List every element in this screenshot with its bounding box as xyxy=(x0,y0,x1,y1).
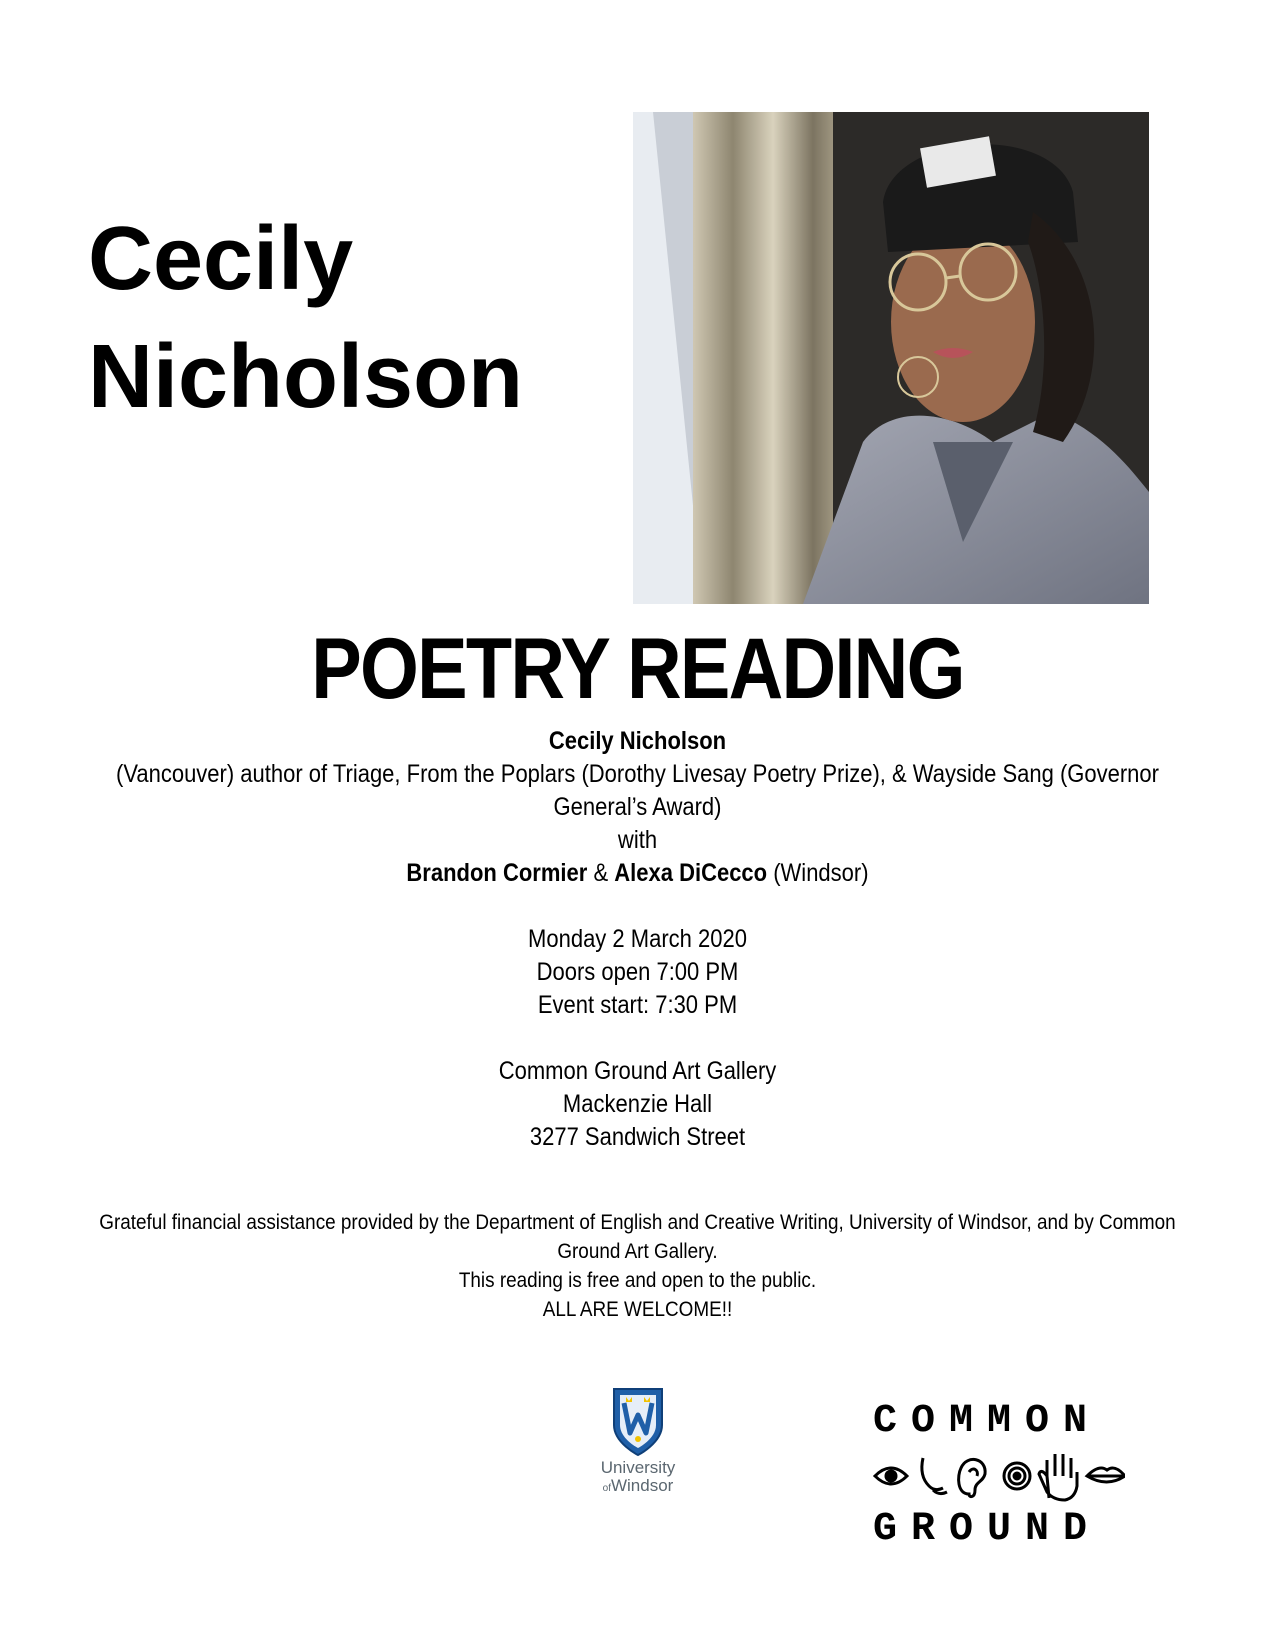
with-label: with xyxy=(617,826,658,854)
nose-icon xyxy=(922,1458,947,1494)
guest-city: (Windsor) xyxy=(767,859,869,887)
poet-name-heading xyxy=(88,200,523,436)
uw-crest-icon xyxy=(610,1385,666,1457)
hand-icon xyxy=(1039,1454,1077,1500)
guest-2: Alexa DiCecco xyxy=(614,859,768,887)
poet-first-name: Cecily xyxy=(88,209,354,309)
university-of-windsor-logo xyxy=(590,1385,686,1498)
event-details xyxy=(112,725,1164,1154)
cg-logo-top-word: COMMON xyxy=(873,1399,1102,1444)
ear-icon xyxy=(959,1459,986,1496)
eye-icon xyxy=(875,1468,907,1484)
reader-bio: (Vancouver) author of Triage, From the Poplars (Dorothy Livesay Poetry Prize), & Wayside Sang (Governor General’s Award) xyxy=(116,760,1159,821)
poet-last-name: Nicholson xyxy=(88,327,524,427)
uw-name-line1: University xyxy=(600,1458,676,1477)
cg-logo-bottom-word: GROUND xyxy=(873,1507,1102,1552)
uw-name-line2: ofWindsor xyxy=(602,1476,674,1495)
free-note: This reading is free and open to the public. xyxy=(458,1269,817,1292)
common-ground-logo xyxy=(873,1400,1125,1552)
guest-1: Brandon Cormier xyxy=(406,859,588,887)
poet-photo xyxy=(633,112,1149,604)
senses-icons xyxy=(873,1446,1125,1506)
welcome-note: ALL ARE WELCOME!! xyxy=(542,1298,733,1321)
venue-building: Mackenzie Hall xyxy=(562,1090,713,1118)
reader-name: Cecily Nicholson xyxy=(548,727,727,755)
event-date: Monday 2 March 2020 xyxy=(528,925,747,953)
doors-time: Doors open 7:00 PM xyxy=(536,958,739,986)
event-headline: POETRY READING xyxy=(311,621,964,717)
start-time: Event start: 7:30 PM xyxy=(537,991,738,1019)
spiral-icon xyxy=(1004,1463,1030,1489)
venue-address: 3277 Sandwich Street xyxy=(529,1123,746,1151)
acknowledgements xyxy=(82,1208,1194,1324)
guest-ampersand: & xyxy=(587,859,615,887)
venue-name: Common Ground Art Gallery xyxy=(498,1057,777,1085)
lips-icon xyxy=(1087,1468,1125,1482)
guest-readers xyxy=(112,857,1164,890)
funding-note: Grateful financial assistance provided by the Department of English and Creative Writing, University of Windsor, and by Common Ground Art Gallery. xyxy=(99,1211,1176,1263)
